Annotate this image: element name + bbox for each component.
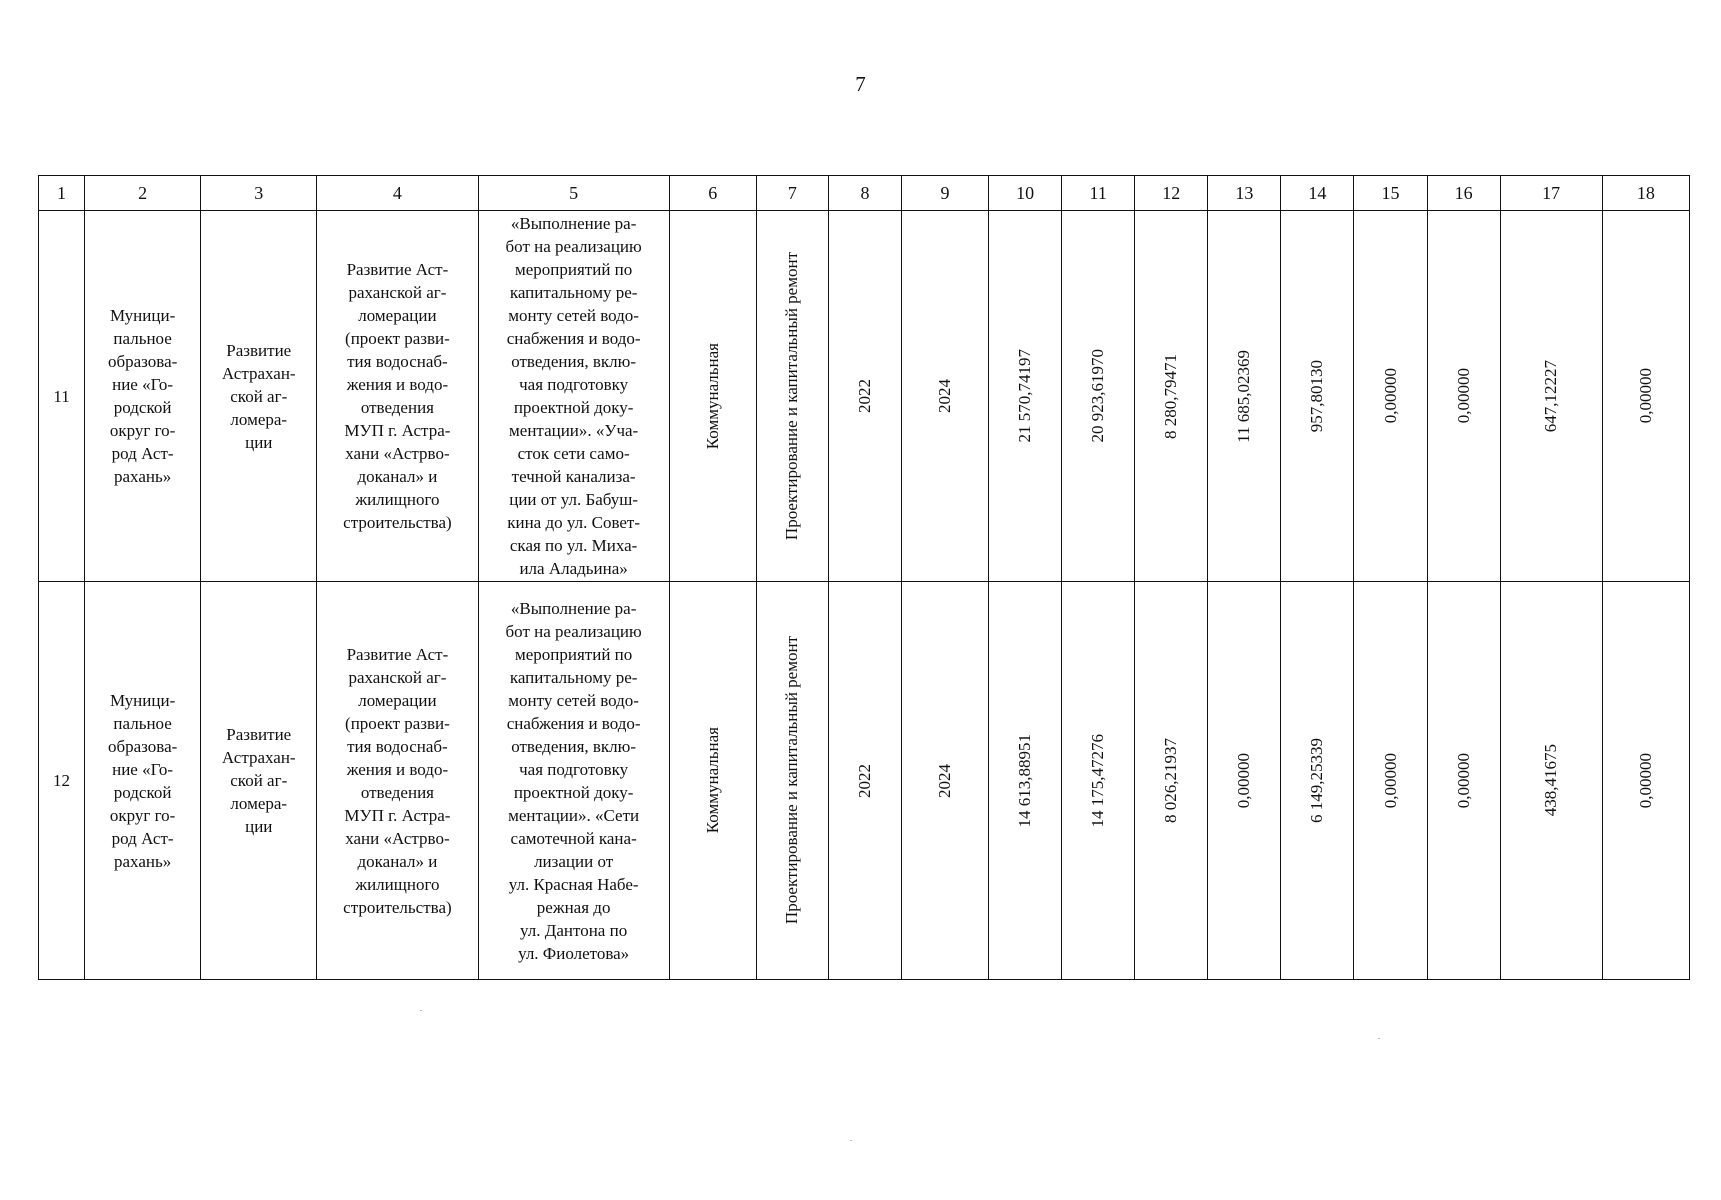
header-cell: 11	[1062, 176, 1135, 211]
sphere-cell	[669, 211, 756, 582]
object-cell	[478, 582, 669, 980]
program-cell	[201, 211, 317, 582]
header-cell: 12	[1135, 176, 1208, 211]
municipality-text: Муници- пальное образова- ние «Го- родской округ го- род Аст- рахань»	[107, 690, 178, 871]
year-start-value: 2022	[854, 763, 874, 798]
amount-col18: 0,00000	[1635, 752, 1655, 809]
header-cell: 1	[39, 176, 85, 211]
object-text: «Выполнение ра- бот на реализацию мероприятий по капитальному ре- монту сетей водо- снабжения и водо- отведения, вклю- чая подготовку проектной доку- ментации». «Сети самотечной кана- лизации от ул. Красная Набе- режная до ул. Дантона по ул. Фиолетова»	[505, 598, 642, 963]
amount-col16: 0,00000	[1453, 368, 1473, 424]
amount-cell	[1427, 582, 1500, 980]
header-cell: 2	[85, 176, 201, 211]
municipality-cell	[85, 211, 201, 582]
amount-col10: 21 570,74197	[1015, 349, 1035, 443]
amount-cell	[989, 211, 1062, 582]
amount-col17: 438,41675	[1541, 744, 1561, 817]
work-type-text: Проектирование и капитальный ремонт	[782, 251, 802, 541]
amount-col16: 0,00000	[1453, 752, 1473, 809]
project-text: Развитие Аст- раханской аг- ломерации (проект разви- тия водоснаб- жения и водо- отведения МУП г. Астра- хани «Астрво- доканал» и жилищного строительства)	[343, 260, 452, 532]
scan-speck	[1378, 1038, 1380, 1039]
amount-cell	[1208, 582, 1281, 980]
table-row	[39, 582, 1690, 980]
amount-cell	[1500, 582, 1602, 980]
header-cell: 18	[1602, 176, 1689, 211]
amount-cell	[1062, 211, 1135, 582]
header-cell: 16	[1427, 176, 1500, 211]
work-type-cell	[756, 582, 828, 980]
amount-col12: 8 280,79471	[1161, 353, 1181, 439]
program-text: Развитие Астрахан- ской аг- ломера- ции	[221, 340, 296, 452]
header-cell: 15	[1354, 176, 1427, 211]
header-cell: 10	[989, 176, 1062, 211]
project-text: Развитие Аст- раханской аг- ломерации (проект разви- тия водоснаб- жения и водо- отведения МУП г. Астра- хани «Астрво- доканал» и жилищного строительства)	[343, 644, 452, 917]
sphere-text: Коммунальная	[702, 727, 722, 834]
amount-col10: 14 613,88951	[1015, 733, 1035, 828]
object-cell	[478, 211, 669, 582]
amount-cell	[1354, 582, 1427, 980]
row-number-cell	[39, 582, 85, 980]
header-cell: 14	[1281, 176, 1354, 211]
scan-speck	[420, 1010, 422, 1011]
table-row	[39, 211, 1690, 582]
row-number: 12	[53, 771, 71, 790]
municipality-text: Муници- пальное образова- ние «Го- родской округ го- род Аст- рахань»	[107, 306, 178, 486]
amount-col11: 20 923,61970	[1088, 349, 1108, 443]
amount-col17: 647,12227	[1541, 359, 1561, 433]
year-start-value: 2022	[854, 379, 874, 413]
year-end-value: 2024	[935, 379, 955, 413]
amount-cell	[1602, 582, 1689, 980]
sphere-cell	[669, 582, 756, 980]
work-type-cell	[756, 211, 828, 582]
program-text: Развитие Астрахан- ской аг- ломера- ции	[221, 725, 296, 836]
sphere-text: Коммунальная	[702, 342, 722, 450]
year-start-cell	[828, 582, 901, 980]
amount-col18: 0,00000	[1635, 368, 1655, 424]
amount-col14: 957,80130	[1307, 359, 1327, 433]
object-text: «Выполнение ра- бот на реализацию мероприятий по капитальному ре- монту сетей водо- снабжения и водо- отведения, вклю- чая подготовку проектной доку- ментации». «Уча- сток сети само- течной канализа- ции от ул. Бабуш- кина до ул. Совет- ская по ул. Миха- ила Аладьина»	[505, 214, 642, 578]
amount-cell	[1281, 582, 1354, 980]
header-cell: 8	[828, 176, 901, 211]
year-end-cell	[901, 582, 988, 980]
amount-cell	[989, 582, 1062, 980]
amount-col13: 0,00000	[1234, 752, 1254, 809]
header-cell: 3	[201, 176, 317, 211]
data-table	[38, 175, 1690, 980]
header-cell: 6	[669, 176, 756, 211]
program-cell	[201, 582, 317, 980]
amount-col15: 0,00000	[1380, 368, 1400, 424]
amount-cell	[1427, 211, 1500, 582]
year-end-cell	[901, 211, 988, 582]
amount-col14: 6 149,25339	[1307, 738, 1327, 823]
amount-cell	[1135, 211, 1208, 582]
year-end-value: 2024	[935, 763, 955, 798]
amount-cell	[1354, 211, 1427, 582]
amount-cell	[1062, 582, 1135, 980]
amount-col15: 0,00000	[1380, 752, 1400, 809]
header-cell: 17	[1500, 176, 1602, 211]
amount-col13: 11 685,02369	[1234, 349, 1254, 443]
amount-cell	[1208, 211, 1281, 582]
project-cell	[317, 582, 478, 980]
header-cell: 9	[901, 176, 988, 211]
header-cell: 7	[756, 176, 828, 211]
scan-speck	[850, 1140, 852, 1141]
amount-cell	[1281, 211, 1354, 582]
year-start-cell	[828, 211, 901, 582]
amount-col11: 14 175,47276	[1088, 733, 1108, 828]
row-number: 11	[53, 386, 70, 406]
header-cell: 13	[1208, 176, 1281, 211]
project-cell	[317, 211, 478, 582]
page-number: 7	[855, 72, 866, 96]
header-cell: 5	[478, 176, 669, 211]
work-type-text: Проектирование и капитальный ремонт	[782, 636, 802, 925]
amount-cell	[1135, 582, 1208, 980]
amount-col12: 8 026,21937	[1161, 738, 1181, 823]
amount-cell	[1500, 211, 1602, 582]
header-row	[39, 176, 1690, 211]
header-cell: 4	[317, 176, 478, 211]
amount-cell	[1602, 211, 1689, 582]
row-number-cell	[39, 211, 85, 582]
municipality-cell	[85, 582, 201, 980]
